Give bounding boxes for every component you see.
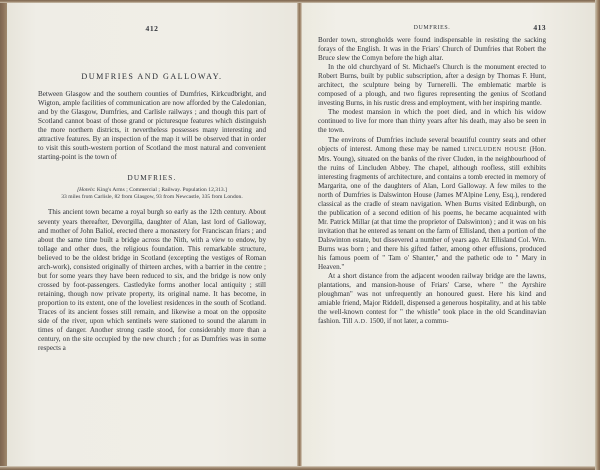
hotels-detail: : King's Arms ; Commercial ; Railway. Population 12,313.] <box>93 187 228 194</box>
town-heading: DUMFRIES. <box>127 174 177 183</box>
friars-carse-text-b: 1500, if not later, a commu- <box>367 317 449 326</box>
running-head-title: DUMFRIES. <box>413 25 451 31</box>
right-page-column <box>318 24 546 328</box>
right-edge-border <box>595 0 600 470</box>
anno-domini-label: A.D. <box>354 319 368 326</box>
hotels-label: [Hotels <box>76 187 94 194</box>
environs-rest: (Hon. Mrs. Young), situated on the banks of the river Cluden, in the neighbourhood of the ruins of Lincluden Abbey. The chapel, although roofless, still exhibits interesting fragments of architecture, and contains a tomb erected in memory of Margarita, one of the daughters of Alan, Lord Galloway. A few miles to the north of Dumfries is Dalswinton House (James M'Alpine Leny, Esq.), rendered classical as the cradle of steam navigation. When Burns visited Edinburgh, on the publication of a second edition of his poems, he became acquainted with Mr. Patrick Millar (at that time the proprietor of Dalswinton) ; and it was on his invitation that he entered as tenant on the farm of Ellisland, then a portion of the Dalswinton estate, but dissevered a number of years ago. At Ellisland Col. Wm. Burns was born ; and there his gifted father, among other effusions, produced his famous poem of " Tam o' Shanter," and the pathetic ode to " Mary in Heaven." <box>318 144 546 272</box>
environs-paragraph <box>318 136 546 273</box>
top-edge-border <box>0 0 600 3</box>
section-heading: DUMFRIES AND GALLOWAY. <box>81 72 223 81</box>
hotel-note <box>38 187 266 201</box>
lincluden-house-name: LINCLUDEN HOUSE <box>463 146 527 153</box>
intro-paragraph: Between Glasgow and the southern counties of Dumfries, Kirkcudbright, and Wigton, ample facilities of communication are now afforded by the Caledonian, and by the Glasgow, Dumfries, and Carlisle railways ; and though this part of Scotland cannot boast of those grand or picturesque features which distinguish the more northern districts, it nevertheless possesses many interesting and attractive features. By an inspection of the map it will be observed that in order to visit this south-western portion of Scotland the most natural and convenient starting-point is the town of <box>38 90 266 162</box>
page-number-right: 413 <box>533 23 546 32</box>
right-page <box>302 0 595 470</box>
right-paragraph-1: In the old churchyard of St. Michael's Church is the monument erected to Robert Burns, built by public subscription, after a design by Thomas F. Hunt, architect, the sculpture being by Turnerelli. The emblematic marble is composed of a plough, and two figures representing the genius of Scotland investing Burns, in his rustic dress and employment, with her inspiring mantle. <box>318 63 546 108</box>
right-paragraph-0: Border town, strongholds were found indispensable in resisting the sacking forays of the English. It was in the Friars' Church of Dumfries that Robert the Bruce slew the Comyn before the high altar. <box>318 36 546 63</box>
left-page-column <box>38 24 266 353</box>
friars-carse-text-a: At a short distance from the adjacent wooden railway bridge are the lawns, plantations, and mansion-house of Friars' Carse, where " the Ayrshire ploughman" was not unfrequently an honoured guest. Here his kind and amiable friend, Major Riddell, dispensed a generous hospitality, and at his table the well-known contest for " the whistle" took place in the old Scandinavian fashion. Till <box>318 272 546 326</box>
right-paragraph-2: The modest mansion in which the poet died, and in which his widow continued to live for more than thirty years after his death, may also be seen in the town. <box>318 108 546 135</box>
environs-intro: The environs of Dumfries include several beautiful country seats and other objects of interest. Among these may be named <box>318 135 546 153</box>
page-number-left: 412 <box>145 24 159 33</box>
running-head <box>318 24 546 36</box>
left-page <box>7 0 297 470</box>
left-body-paragraph: This ancient town became a royal burgh so early as the 12th century. About seventy years thereafter, Devorgilla, daughter of Alan, last lord of Galloway, and mother of John Baliol, erected there a monastery for Franciscan friars ; and about the same time built a bridge across the Nith, with a view to endow, by tollage and other dues, the religious foundation. This remarkable structure, believed to be the oldest bridge in Scotland (excepting the vestiges of Roman arch-work), consisted originally of thirteen arches, with a barrier in the centre ; but for some years they have been reduced to six, and the bridge is now only crossed by foot-passengers. Castledyke forms another local antiquity ; still retaining, though now private property, its original name. It has become, in proportion to its extent, one of the loveliest residences in the south of Scotland. Traces of its ancient fosses still remain, and likewise a moat on the opposite side of the river, upon which sentinels were stationed to sound the alarum in times of danger. Another strong castle stood, for considerably more than a century, on the site occupied by the new church ; for as Dumfries was in some respects a <box>38 208 266 353</box>
friars-carse-paragraph <box>318 272 546 327</box>
bottom-edge-border <box>0 466 600 470</box>
distances-line: 33 miles from Carlisle, 82 from Glasgow, 93 from Newcastle, 335 from London. <box>61 194 243 201</box>
